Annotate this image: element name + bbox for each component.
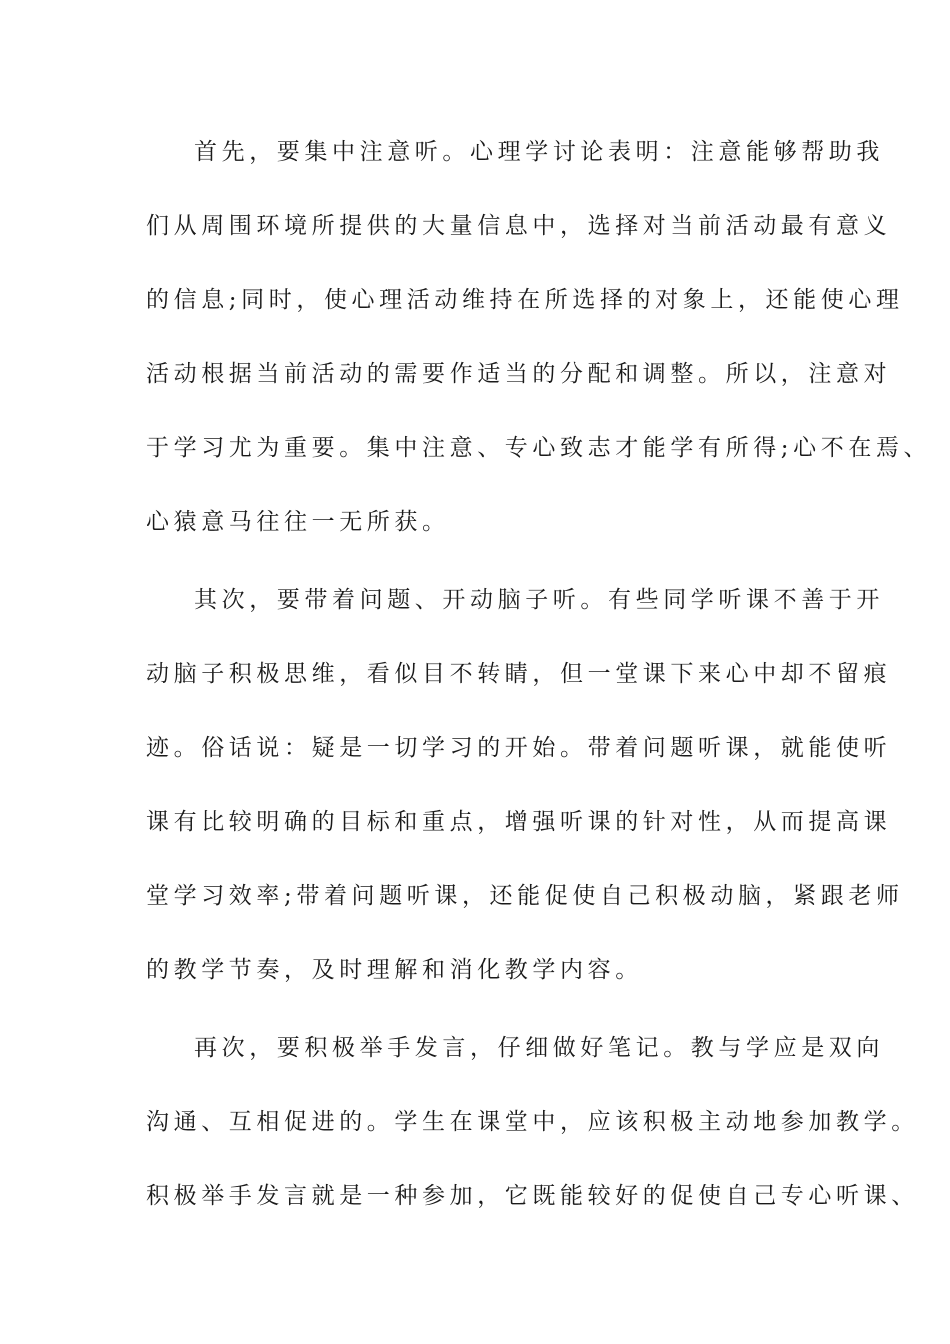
paragraph-line: 迹。俗话说：疑是一切学习的开始。带着问题听课，就能使听 bbox=[146, 735, 892, 761]
paragraph-line: 沟通、互相促进的。学生在课堂中，应该积极主动地参加教学。 bbox=[146, 1109, 919, 1135]
paragraph-line: 的教学节奏，及时理解和消化教学内容。 bbox=[146, 957, 643, 983]
paragraph-line: 于学习尤为重要。集中注意、专心致志才能学有所得;心不在焉、 bbox=[146, 435, 932, 461]
paragraph-line: 首先，要集中注意听。心理学讨论表明：注意能够帮助我 bbox=[194, 139, 884, 165]
paragraph-line: 再次，要积极举手发言，仔细做好笔记。教与学应是双向 bbox=[194, 1035, 884, 1061]
paragraph-line: 积极举手发言就是一种参加，它既能较好的促使自己专心听课、 bbox=[146, 1183, 919, 1209]
paragraph-line: 动脑子积极思维，看似目不转睛，但一堂课下来心中却不留痕 bbox=[146, 661, 892, 687]
paragraph-line: 活动根据当前活动的需要作适当的分配和调整。所以，注意对 bbox=[146, 361, 892, 387]
paragraph-line: 堂学习效率;带着问题听课，还能促使自己积极动脑，紧跟老师 bbox=[146, 883, 904, 909]
paragraph-line: 心猿意马往往一无所获。 bbox=[146, 509, 450, 535]
paragraph-line: 其次，要带着问题、开动脑子听。有些同学听课不善于开 bbox=[194, 587, 884, 613]
paragraph-line: 的信息;同时，使心理活动维持在所选择的对象上，还能使心理 bbox=[146, 287, 904, 313]
paragraph-line: 课有比较明确的目标和重点，增强听课的针对性，从而提高课 bbox=[146, 809, 892, 835]
paragraph-line: 们从周围环境所提供的大量信息中，选择对当前活动最有意义 bbox=[146, 213, 892, 239]
